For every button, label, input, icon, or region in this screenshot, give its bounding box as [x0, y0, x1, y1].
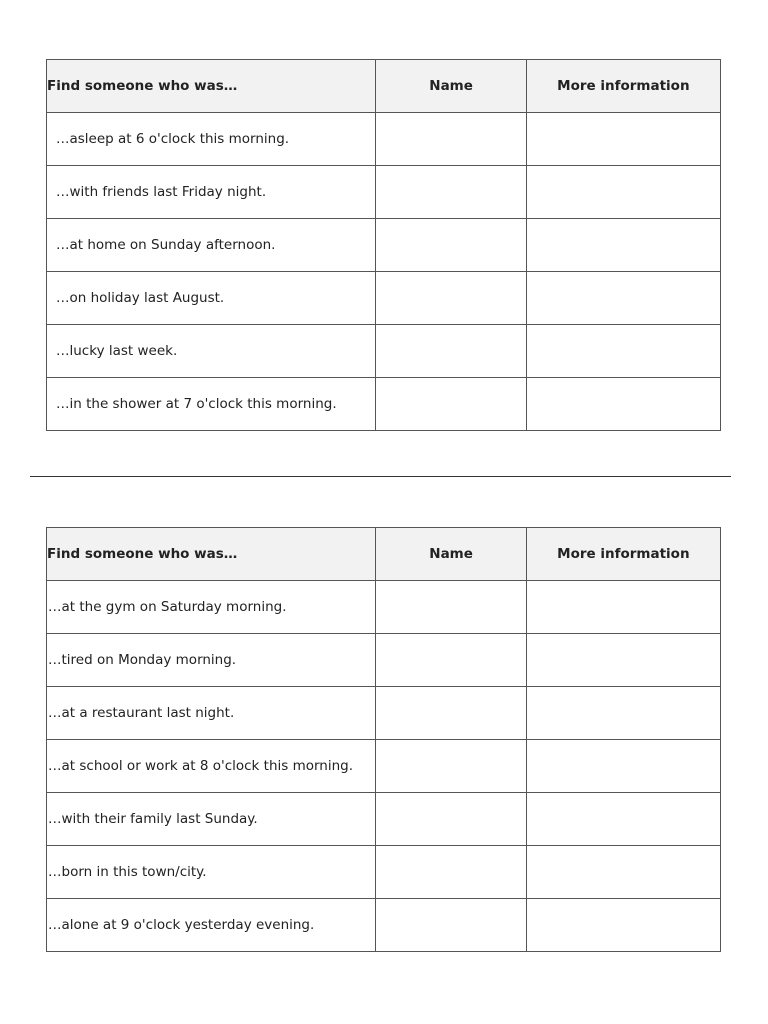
prompt-cell: …born in this town/city. — [47, 846, 376, 899]
info-cell[interactable] — [526, 378, 720, 431]
prompt-cell: …alone at 9 o'clock yesterday evening. — [47, 899, 376, 952]
table-row — [47, 378, 721, 431]
table-header-row — [47, 528, 721, 581]
name-cell[interactable] — [376, 166, 526, 219]
name-cell[interactable] — [376, 219, 526, 272]
header-more-information: More information — [526, 60, 720, 113]
info-cell[interactable] — [526, 793, 720, 846]
name-cell[interactable] — [376, 740, 526, 793]
name-cell[interactable] — [376, 378, 526, 431]
name-cell[interactable] — [376, 899, 526, 952]
table-row — [47, 687, 721, 740]
name-cell[interactable] — [376, 113, 526, 166]
info-cell[interactable] — [526, 113, 720, 166]
table-row — [47, 634, 721, 687]
header-find-someone: Find someone who was… — [47, 60, 376, 113]
table-row — [47, 793, 721, 846]
info-cell[interactable] — [526, 581, 720, 634]
info-cell[interactable] — [526, 219, 720, 272]
name-cell[interactable] — [376, 272, 526, 325]
info-cell[interactable] — [526, 687, 720, 740]
table-row — [47, 219, 721, 272]
prompt-cell: …with their family last Sunday. — [47, 793, 376, 846]
header-name: Name — [376, 60, 526, 113]
worksheet-table-2 — [46, 527, 721, 952]
header-find-someone: Find someone who was… — [47, 528, 376, 581]
info-cell[interactable] — [526, 740, 720, 793]
prompt-cell: …at home on Sunday afternoon. — [47, 219, 376, 272]
prompt-cell: …at a restaurant last night. — [47, 687, 376, 740]
prompt-cell: …with friends last Friday night. — [47, 166, 376, 219]
name-cell[interactable] — [376, 581, 526, 634]
prompt-cell: …tired on Monday morning. — [47, 634, 376, 687]
prompt-cell: …asleep at 6 o'clock this morning. — [47, 113, 376, 166]
table-row — [47, 325, 721, 378]
table-row — [47, 581, 721, 634]
prompt-cell: …on holiday last August. — [47, 272, 376, 325]
cut-line-divider — [30, 476, 731, 477]
name-cell[interactable] — [376, 793, 526, 846]
prompt-cell: …in the shower at 7 o'clock this morning. — [47, 378, 376, 431]
name-cell[interactable] — [376, 634, 526, 687]
prompt-cell: …lucky last week. — [47, 325, 376, 378]
worksheet-table-1 — [46, 59, 721, 431]
table-row — [47, 166, 721, 219]
info-cell[interactable] — [526, 325, 720, 378]
table-row — [47, 899, 721, 952]
name-cell[interactable] — [376, 846, 526, 899]
table-row — [47, 740, 721, 793]
table-row — [47, 113, 721, 166]
info-cell[interactable] — [526, 166, 720, 219]
prompt-cell: …at school or work at 8 o'clock this morning. — [47, 740, 376, 793]
header-more-information: More information — [526, 528, 720, 581]
info-cell[interactable] — [526, 272, 720, 325]
header-name: Name — [376, 528, 526, 581]
prompt-cell: …at the gym on Saturday morning. — [47, 581, 376, 634]
name-cell[interactable] — [376, 325, 526, 378]
table-header-row — [47, 60, 721, 113]
name-cell[interactable] — [376, 687, 526, 740]
table-row — [47, 272, 721, 325]
info-cell[interactable] — [526, 846, 720, 899]
info-cell[interactable] — [526, 634, 720, 687]
info-cell[interactable] — [526, 899, 720, 952]
table-row — [47, 846, 721, 899]
